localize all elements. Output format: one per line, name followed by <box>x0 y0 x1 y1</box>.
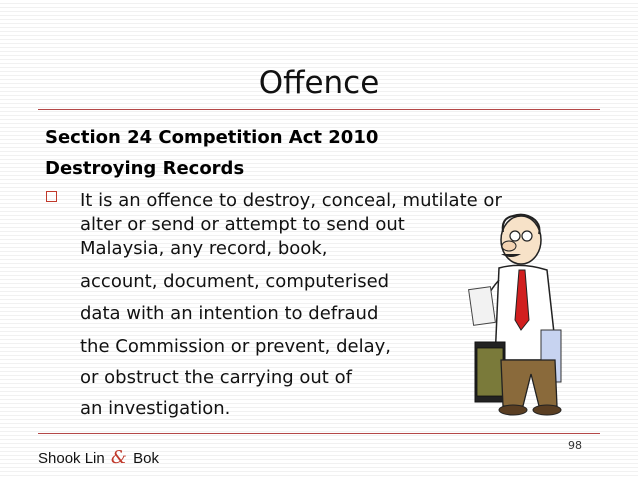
bullet-text-line: alter or send or attempt to send out <box>80 214 405 235</box>
slide-title: Offence <box>258 65 380 101</box>
bullet-text-line: data with an intention to defraud <box>80 303 379 324</box>
section-heading: Section 24 Competition Act 2010 <box>45 127 379 148</box>
bullet-text-line: account, document, computerised <box>80 271 390 292</box>
footer-divider <box>38 433 600 434</box>
shredder-cartoon-image <box>461 210 579 422</box>
logo-text-left: Shook Lin <box>38 450 105 467</box>
subsection-heading: Destroying Records <box>45 158 245 179</box>
title-divider <box>38 109 600 110</box>
bullet-text-line: or obstruct the carrying out of <box>80 367 352 388</box>
bullet-checkbox-icon <box>46 191 57 202</box>
logo-text-right: Bok <box>133 450 159 467</box>
bullet-text-line: the Commission or prevent, delay, <box>80 336 391 357</box>
logo-ampersand: & <box>110 447 127 468</box>
bullet-text-line: Malaysia, any record, book, <box>80 238 328 259</box>
page-number: 98 <box>568 439 582 452</box>
bullet-text-line: It is an offence to destroy, conceal, mutilate or <box>80 190 502 211</box>
bullet-text-line: an investigation. <box>80 398 231 419</box>
company-logo <box>38 447 159 468</box>
